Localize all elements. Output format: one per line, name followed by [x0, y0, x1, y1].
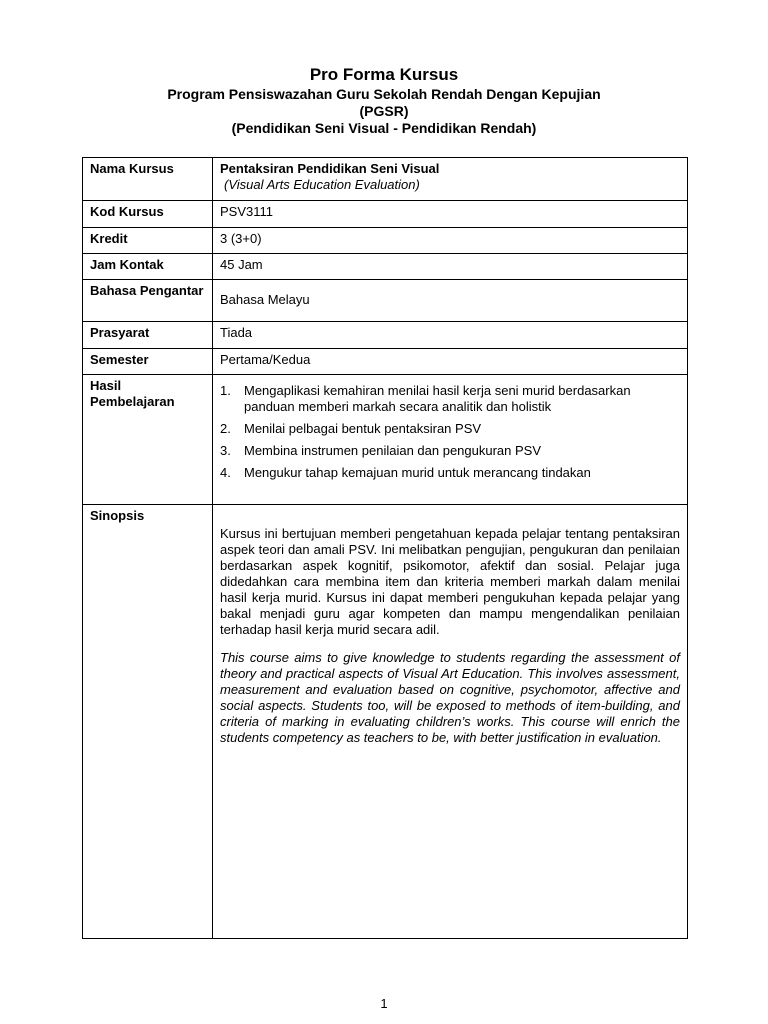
- course-name-english: (Visual Arts Education Evaluation): [224, 177, 420, 192]
- program-field: (Pendidikan Seni Visual - Pendidikan Rendah): [231, 120, 537, 136]
- row-sinopsis: [83, 505, 688, 939]
- row-kredit: [83, 228, 688, 254]
- value-sinopsis: [213, 505, 688, 939]
- value-kredit: 3 (3+0): [213, 228, 688, 254]
- document-header: [0, 64, 768, 137]
- label-jam-kontak: Jam Kontak: [83, 254, 213, 280]
- label-hasil-pembelajaran: Hasil Pembelajaran: [83, 375, 213, 505]
- synopsis-malay: Kursus ini bertujuan memberi pengetahuan kepada pelajar tentang pentaksiran aspek teori dan amali PSV. Ini melibatkan pengujian, pengukuran dan penilaian berdasarkan aspek kognitif, psikomotor, afektif dan sosial. Pelajar juga didedahkan cara membina item dan kriteria memberi markah dalam menilai hasil kerja murid. Kursus ini dapat memberi pengukuhan kepada pelajar yang bakal menjadi guru agar kompeten dan mampu mengendalikan penilaian terhadap hasil kerja murid secara adil.: [220, 526, 680, 637]
- value-kod-kursus: PSV3111: [213, 201, 688, 228]
- label-semester: Semester: [83, 349, 213, 375]
- value-bahasa-pengantar: [213, 280, 688, 322]
- value-semester: Pertama/Kedua: [213, 349, 688, 375]
- label-kod-kursus: Kod Kursus: [83, 201, 213, 228]
- label-nama-kursus: Nama Kursus: [83, 158, 213, 201]
- program-name: Program Pensiswazahan Guru Sekolah Rendah Dengan Kepujian: [167, 86, 601, 102]
- page-title: Pro Forma Kursus: [309, 65, 459, 84]
- value-prasyarat: Tiada: [213, 322, 688, 349]
- list-item: 4. Mengukur tahap kemajuan murid untuk merancang tindakan: [220, 465, 591, 480]
- page-number: 1: [380, 996, 388, 1011]
- row-hasil-pembelajaran: [83, 375, 688, 505]
- row-nama-kursus: [83, 158, 688, 201]
- value-hasil-pembelajaran: [213, 375, 688, 505]
- row-prasyarat: [83, 322, 688, 349]
- label-bahasa-pengantar: Bahasa Pengantar: [83, 280, 213, 322]
- course-name: Pentaksiran Pendidikan Seni Visual: [220, 161, 440, 176]
- label-sinopsis: Sinopsis: [83, 505, 213, 939]
- synopsis-english: This course aims to give knowledge to students regarding the assessment of theory and practical aspects of Visual Art Education. This involves assessment, measurement and evaluation based on cognitive, psychomotor, affective and social aspects. Students too, will be exposed to methods of item-building, and criteria of marking in evaluating children’s works. This course will enrich the students competency as teachers to be, with better justification in evaluation.: [220, 650, 680, 745]
- label-kredit: Kredit: [83, 228, 213, 254]
- bahasa-text: Bahasa Melayu: [220, 292, 310, 307]
- course-proforma-table: [82, 157, 688, 939]
- row-kod-kursus: [83, 201, 688, 228]
- row-jam-kontak: [83, 254, 688, 280]
- list-item: 1. Mengaplikasi kemahiran menilai hasil kerja seni murid berdasarkan panduan memberi markah secara analitik dan holistik: [220, 383, 631, 414]
- list-item: 3. Membina instrumen penilaian dan pengukuran PSV: [220, 443, 542, 458]
- row-semester: [83, 349, 688, 375]
- list-item: 2. Menilai pelbagai bentuk pentaksiran PSV: [220, 421, 482, 436]
- program-abbr: (PGSR): [359, 103, 409, 119]
- learning-outcomes-list: [220, 383, 680, 481]
- row-bahasa-pengantar: [83, 280, 688, 322]
- label-prasyarat: Prasyarat: [83, 322, 213, 349]
- value-nama-kursus: [213, 158, 688, 201]
- value-jam-kontak: 45 Jam: [213, 254, 688, 280]
